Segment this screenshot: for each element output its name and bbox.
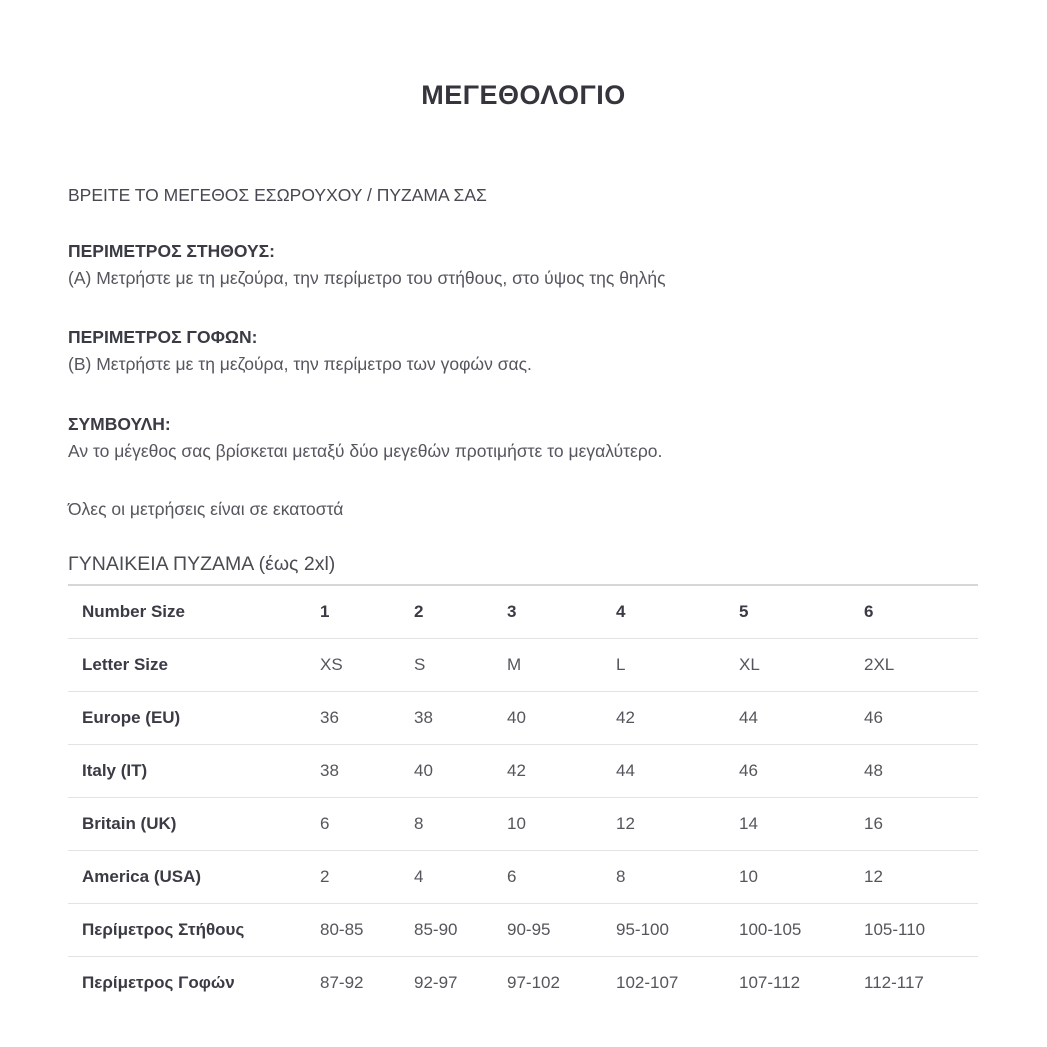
size-guide-content [68, 185, 978, 1009]
size-cell: 2 [320, 850, 414, 903]
size-cell: 87-92 [320, 972, 364, 992]
size-cell: 36 [320, 691, 414, 744]
size-cell: 16 [864, 797, 978, 850]
size-cell: 40 [414, 744, 507, 797]
section-chest-circumference [68, 238, 978, 292]
size-cell: 112-117 [864, 972, 924, 992]
size-cell: 48 [864, 744, 978, 797]
table-row-letter-size [68, 638, 978, 691]
size-cell: 8 [616, 850, 739, 903]
size-cell: 95-100 [616, 903, 739, 956]
size-cell: XL [739, 638, 864, 691]
table-row-chest-circumference [68, 903, 978, 956]
size-cell: 3 [507, 586, 616, 639]
size-cell: 6 [507, 850, 616, 903]
row-label: Europe (EU) [68, 691, 320, 744]
size-cell: 12 [864, 850, 978, 903]
size-cell: L [616, 638, 739, 691]
size-cell: 44 [616, 744, 739, 797]
size-cell: 38 [414, 691, 507, 744]
size-cell: 4 [414, 850, 507, 903]
size-cell: 42 [616, 691, 739, 744]
size-table [68, 586, 978, 1009]
section-heading: ΠΕΡΙΜΕΤΡΟΣ ΓΟΦΩΝ: [68, 327, 258, 348]
size-cell: 2 [414, 586, 507, 639]
table-row-europe [68, 691, 978, 744]
row-label: Italy (IT) [68, 744, 320, 797]
section-body: Αν το μέγεθος σας βρίσκεται μεταξύ δύο μεγεθών προτιμήστε το μεγαλύτερο. [68, 440, 663, 461]
section-advice [68, 411, 978, 465]
size-cell: 8 [414, 797, 507, 850]
row-label: Περίμετρος Γοφών [82, 972, 235, 992]
units-note: Όλες οι μετρήσεις είναι σε εκατοστά [68, 498, 344, 519]
size-cell: 2XL [864, 638, 978, 691]
size-cell: 46 [739, 744, 864, 797]
size-cell: 6 [320, 797, 414, 850]
size-cell: 12 [616, 797, 739, 850]
size-cell: 105-110 [864, 903, 978, 956]
section-hip-circumference [68, 324, 978, 378]
size-cell: 90-95 [507, 903, 616, 956]
row-label: Number Size [68, 586, 320, 639]
size-cell: 92-97 [414, 972, 458, 992]
row-label: Letter Size [68, 638, 320, 691]
size-cell: 6 [864, 586, 978, 639]
size-cell: 46 [864, 691, 978, 744]
size-cell: 102-107 [616, 972, 679, 992]
size-cell: 44 [739, 691, 864, 744]
size-cell: 4 [616, 586, 739, 639]
section-heading: ΠΕΡΙΜΕΤΡΟΣ ΣΤΗΘΟΥΣ: [68, 241, 276, 261]
size-cell: 97-102 [507, 972, 560, 992]
size-cell: 1 [320, 586, 414, 639]
size-table-heading: ΓΥΝΑΙΚΕΙΑ ΠΥΖΑΜΑ (έως 2xl) [68, 553, 978, 586]
row-label: America (USA) [68, 850, 320, 903]
size-cell: S [414, 638, 507, 691]
section-heading: ΣΥΜΒΟΥΛΗ: [68, 413, 171, 434]
size-cell: 38 [320, 744, 414, 797]
table-row-number-size [68, 586, 978, 639]
table-row-britain [68, 797, 978, 850]
size-cell: M [507, 638, 616, 691]
row-label: Περίμετρος Στήθους [68, 903, 320, 956]
size-cell: 107-112 [739, 972, 801, 992]
size-cell: 100-105 [739, 903, 864, 956]
size-cell: 80-85 [320, 903, 414, 956]
row-label: Britain (UK) [68, 797, 320, 850]
size-cell: XS [320, 638, 414, 691]
size-cell: 10 [739, 850, 864, 903]
table-row-hip-circumference [68, 956, 978, 1009]
section-body: (B) Μετρήστε με τη μεζούρα, την περίμετρο των γοφών σας. [68, 354, 532, 375]
table-row-america [68, 850, 978, 903]
size-cell: 85-90 [414, 903, 507, 956]
size-cell: 40 [507, 691, 616, 744]
size-cell: 10 [507, 797, 616, 850]
size-cell: 14 [739, 797, 864, 850]
intro-text: ΒΡΕΙΤΕ ΤΟ ΜΕΓΕΘΟΣ ΕΣΩΡΟΥΧΟΥ / ΠΥΖΑΜΑ ΣΑΣ [68, 185, 487, 205]
section-body: (A) Μετρήστε με τη μεζούρα, την περίμετρο του στήθους, στο ύψος της θηλής [68, 268, 666, 289]
page-title: ΜΕΓΕΘΟΛΟΓΙΟ [421, 80, 626, 110]
table-row-italy [68, 744, 978, 797]
size-cell: 5 [739, 586, 864, 639]
size-cell: 42 [507, 744, 616, 797]
